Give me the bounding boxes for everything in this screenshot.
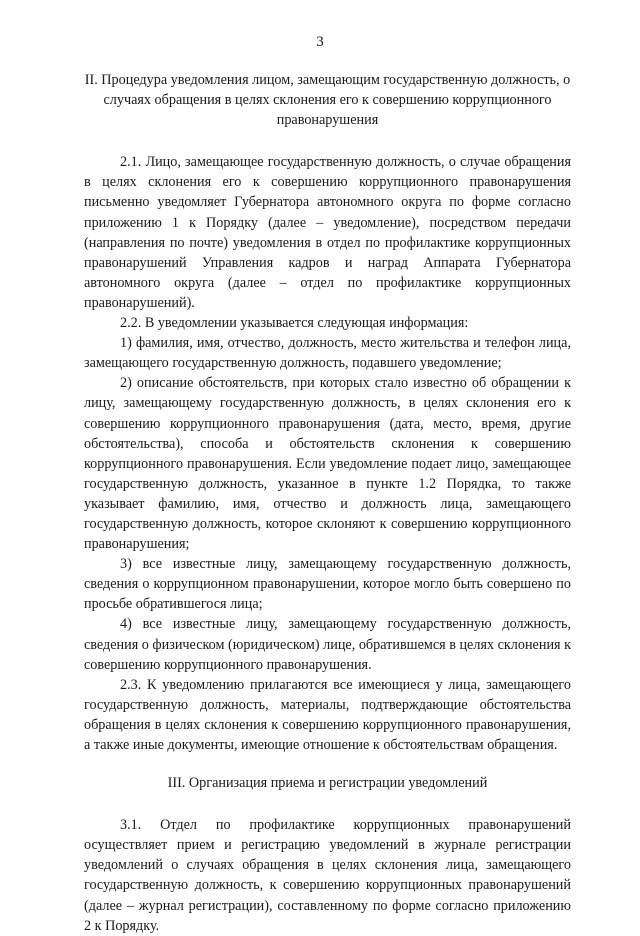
section-3-heading: III. Организация приема и регистрации уведомлений [167,775,488,792]
list-item-4: 4) все известные лицу, замещающему государственную должность, сведения о физическом (юридическом) лице, обратившемся в целях склонения к совершению коррупционного правонарушения. [84,616,572,673]
section-2-heading: II. Процедура уведомления лицом, замещающим государственную должность, о случаях обращения в целях склонения его к совершению коррупционного правонарушения [84,72,571,129]
document-body [84,70,571,936]
page-number: 3 [316,34,324,50]
list-item-2: 2) описание обстоятельств, при которых стало известно об обращении к лицу, замещающему государственную должность, в целях склонения его к совершению коррупционного правонарушения (дата, место, время, другие обстоятельства), способа и обстоятельств склонения к совершению коррупционного правонарушения. Если уведомление подает лицо, замещающее государственную должность, указанное в пункте 1.2 Порядка, то также указывает фамилию, имя, отчество и должность лица, замещающего государственную должность, которое склоняют к совершению коррупционного правонарушения; [84,375,571,553]
section-2-body [84,152,571,755]
list-item-1: 1) фамилия, имя, отчество, должность, место жительства и телефон лица, замещающего государственную должность, подавшего уведомление; [84,335,571,372]
paragraph-2-3: 2.3. К уведомлению прилагаются все имеющиеся у лица, замещающего государственную должность, материалы, подтверждающие обстоятельства обращения в целях склонения к совершению коррупционного правонарушения, а также иные документы, имеющие отношение к обстоятельствам обращения. [84,676,571,753]
section-3-body [84,815,571,936]
paragraph-3-1: 3.1. Отдел по профилактике коррупционных правонарушений осуществляет прием и регистрацию уведомлений в журнале регистрации уведомлений о случаях обращения в целях склонения лица, замещающего государственную должность, к совершению коррупционных правонарушений (далее – журнал регистрации), составленному по форме согласно приложению 2 к Порядку. [84,817,571,934]
list-item-3: 3) все известные лицу, замещающему государственную должность, сведения о коррупционном правонарушении, которое могло быть совершено по просьбе обратившегося лица; [84,556,571,613]
paragraph-2-2: 2.2. В уведомлении указывается следующая информация: [120,315,469,332]
paragraph-2-1: 2.1. Лицо, замещающее государственную должность, о случае обращения в целях склонения его к совершению коррупционного правонарушения письменно уведомляет Губернатора автономного округа по форме согласно приложению 1 к Порядку (далее – уведомление), посредством передачи (направления по почте) уведомления в отдел по профилактике коррупционных правонарушений Управления кадров и наград Аппарата Губернатора автономного округа (далее – отдел по профилактике коррупционных правонарушений). [84,154,571,311]
